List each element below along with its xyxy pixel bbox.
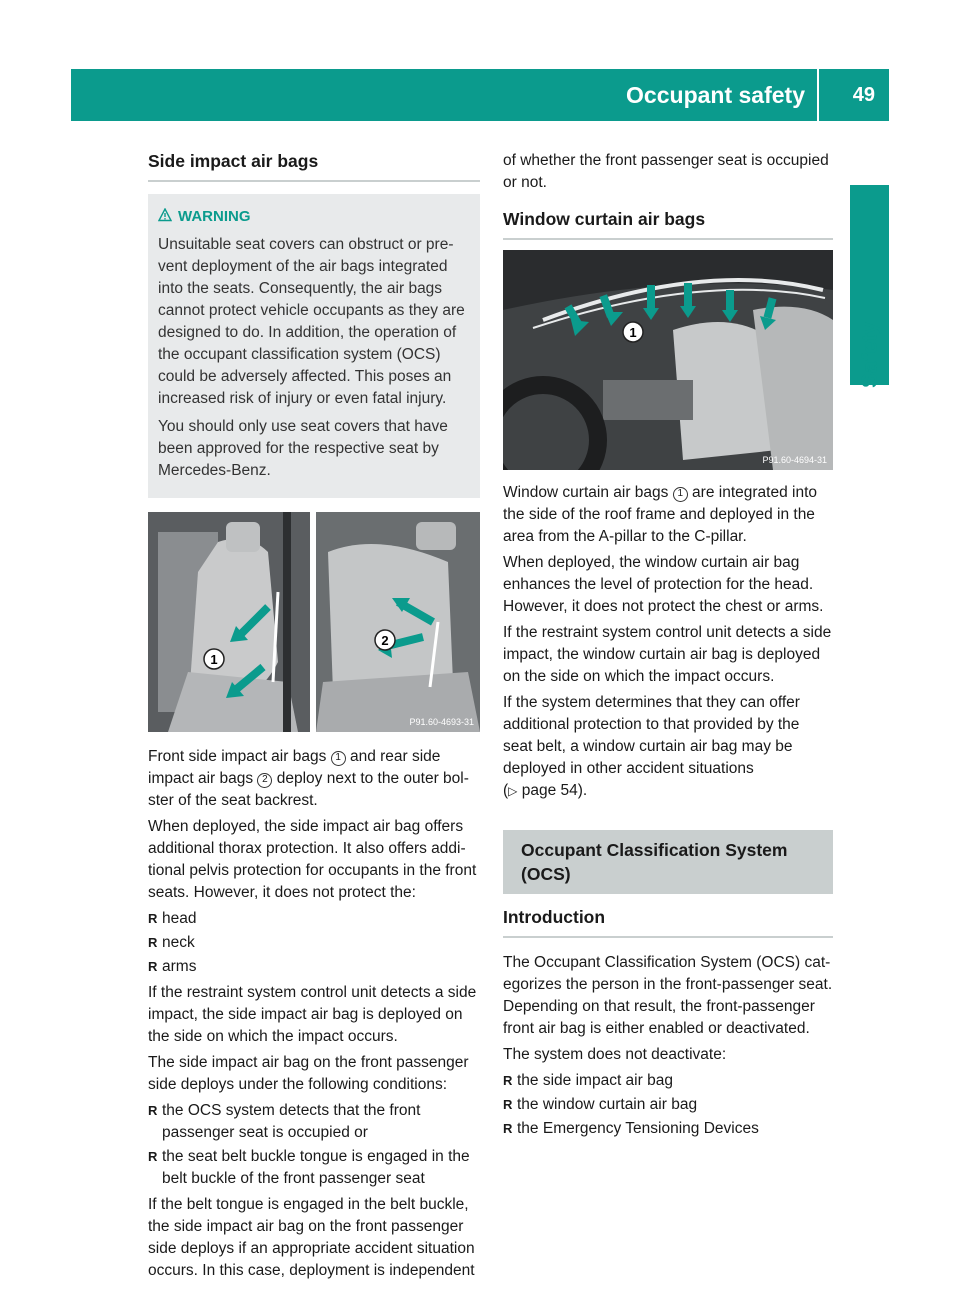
warning-text-2: You should only use seat covers that have been approved for the respective seat by Mercedes-Benz. — [158, 418, 448, 479]
side-impact-para-2: When deployed, the side impact air bag offers additional thorax protection. It also offers addi-tional pelvis protection for occupants in the front seats. However, it does not protect the: — [148, 818, 477, 901]
callout-1-icon: 1 — [673, 487, 688, 502]
curtain-airbag-figure — [503, 250, 833, 470]
side-impact-para-3: If the restraint system control unit detects a side impact, the side impact air bag is deployed on the side on which the impact occurs. — [148, 984, 477, 1045]
curtain-airbag-illustration — [503, 250, 833, 470]
warning-text-1: Unsuitable seat covers can obstruct or pre-vent deployment of the air bags integrated into the seats. Consequently, the air bags cannot protect vehicle occupants as they are designed to do. In addition, the operation of the occupant classification system (OCS) could be adversely affected. This poses an increased risk of injury or even fatal injury. — [158, 236, 465, 407]
left-column — [148, 150, 480, 1286]
side-impact-heading: Side impact air bags — [148, 151, 319, 171]
figure-callout-1: 1 — [210, 652, 218, 667]
window-curtain-heading: Window curtain air bags — [503, 209, 706, 229]
side-impact-intro: Front side impact air bags 1 and rear side impact air bags 2 deploy next to the outer bol-ster of the seat backrest. — [148, 748, 469, 809]
ocs-para-2: The system does not deactivate: — [503, 1046, 727, 1063]
figure-callout-2: 2 — [381, 633, 389, 648]
curtain-para-1: Window curtain air bags 1 are integrated into the side of the roof frame and deployed in the area from the A-pillar to the C-pillar. — [503, 484, 817, 545]
warning-box — [148, 194, 480, 498]
figure-callout-1: 1 — [629, 325, 637, 340]
warning-title: WARNING — [178, 208, 251, 225]
continued-paragraph: of whether the front passenger seat is occupied or not. — [503, 152, 829, 191]
conditions-list — [148, 1100, 480, 1190]
side-tab-label: Safety — [856, 321, 882, 389]
section-title: Occupant safety — [626, 69, 819, 121]
ocs-section-header — [503, 830, 833, 894]
list-item: R the window curtain air bag — [503, 1094, 833, 1116]
callout-2-icon: 2 — [257, 773, 272, 788]
not-deactivated-list — [503, 1070, 833, 1140]
side-airbag-figure — [148, 512, 480, 732]
curtain-para-2: When deployed, the window curtain air bag enhances the level of protection for the head. However, it does not protect the chest or arms. — [503, 554, 824, 615]
list-item: R the OCS system detects that the front passenger seat is occupied or — [148, 1100, 480, 1144]
page-reference-link[interactable]: page 54 — [521, 782, 578, 799]
curtain-para-4: If the system determines that they can offer additional protection to that provided by the seat belt, a window curtain air bag may be deployed in other accident situations (▷ page 54). — [503, 694, 800, 799]
curtain-para-3: If the restraint system control unit detects a side impact, the window curtain air bag is deployed on the side on which the impact occurs. — [503, 624, 832, 685]
right-column — [503, 150, 833, 1144]
side-airbag-illustration — [148, 512, 480, 732]
figure-code: P91.60-4693-31 — [409, 717, 474, 727]
figure-code: P91.60-4694-31 — [762, 455, 827, 465]
introduction-heading: Introduction — [503, 907, 606, 927]
not-protected-list — [148, 908, 480, 978]
side-impact-para-4: The side impact air bag on the front passenger side deploys under the following conditions: — [148, 1054, 469, 1093]
list-item: R the Emergency Tensioning Devices — [503, 1118, 833, 1140]
page-reference-arrow-icon: ▷ — [508, 784, 518, 798]
list-item: R the seat belt buckle tongue is engaged in the belt buckle of the front passenger seat — [148, 1146, 480, 1190]
side-impact-para-5: If the belt tongue is engaged in the belt buckle, the side impact air bag on the front passenger side deploys if an appropriate accident situation occurs. In this case, deployment is independent — [148, 1196, 475, 1279]
list-item: R neck — [148, 932, 480, 954]
ocs-para-1: The Occupant Classification System (OCS) cat-egorizes the person in the front-passenger seat. Depending on that result, the front-passenger front air bag is either enabled or deactivated. — [503, 954, 833, 1037]
list-item: R head — [148, 908, 480, 930]
header-bar — [71, 69, 889, 121]
callout-1-icon: 1 — [331, 751, 346, 766]
list-item: R the side impact air bag — [503, 1070, 833, 1092]
warning-icon — [158, 208, 172, 222]
page-number: 49 — [852, 84, 875, 106]
list-item: R arms — [148, 956, 480, 978]
ocs-heading: Occupant Classification System (OCS) — [521, 840, 788, 884]
side-tab-label-box — [850, 320, 889, 390]
